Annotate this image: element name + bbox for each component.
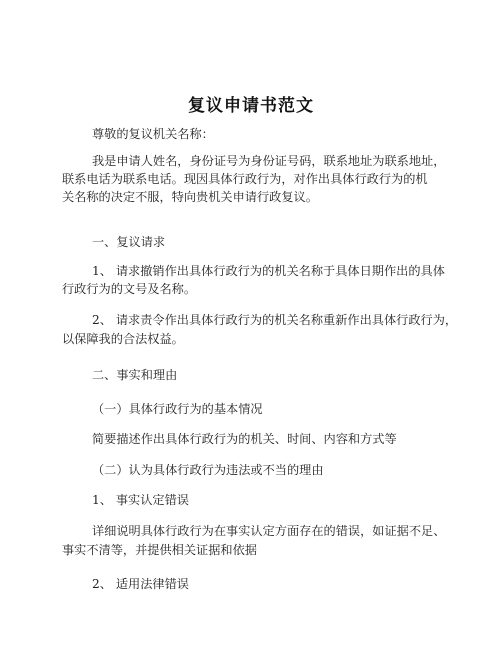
reason-heading: 2、 适用法律错误 [92,577,189,591]
request-line: 行政行为的文号及名称。 [62,282,197,296]
document-title: 复议申请书范文 [188,96,314,116]
paragraph-line: 事实不清等，并提供相关证据和依据 [62,543,257,557]
paragraph-line: 详细说明具体行政行为在事实认定方面存在的错误，如证据不足、 [92,524,446,538]
subsection-heading: （二）认为具体行政行为违法或不当的理由 [92,463,324,477]
subsection-heading: （一）具体行政行为的基本情况 [92,402,263,416]
request-line: 以保障我的合法权益。 [62,332,184,346]
section-heading: 一、复议请求 [92,235,166,249]
request-line: 1、 请求撤销作出具体行政行为的机关名称于具体日期作出的具体 [92,264,445,278]
section-heading: 二、事实和理由 [92,368,178,382]
request-line: 2、 请求责令作出具体行政行为的机关名称重新作出具体行政行为， [92,313,458,327]
intro-line: 我是申请人姓名，身份证号为身份证号码，联系地址为联系地址， [92,154,446,168]
intro-line: 关名称的决定不服，特向贵机关申请行政复议。 [62,190,318,204]
salutation: 尊敬的复议机关名称： [92,127,214,141]
paragraph-line: 简要描述作出具体行政行为的机关、时间、内容和方式等 [92,432,397,446]
intro-line: 联系电话为联系电话。现因具体行政行为，对作出具体行政行为的机 [62,172,428,186]
reason-heading: 1、 事实认定错误 [92,493,189,507]
